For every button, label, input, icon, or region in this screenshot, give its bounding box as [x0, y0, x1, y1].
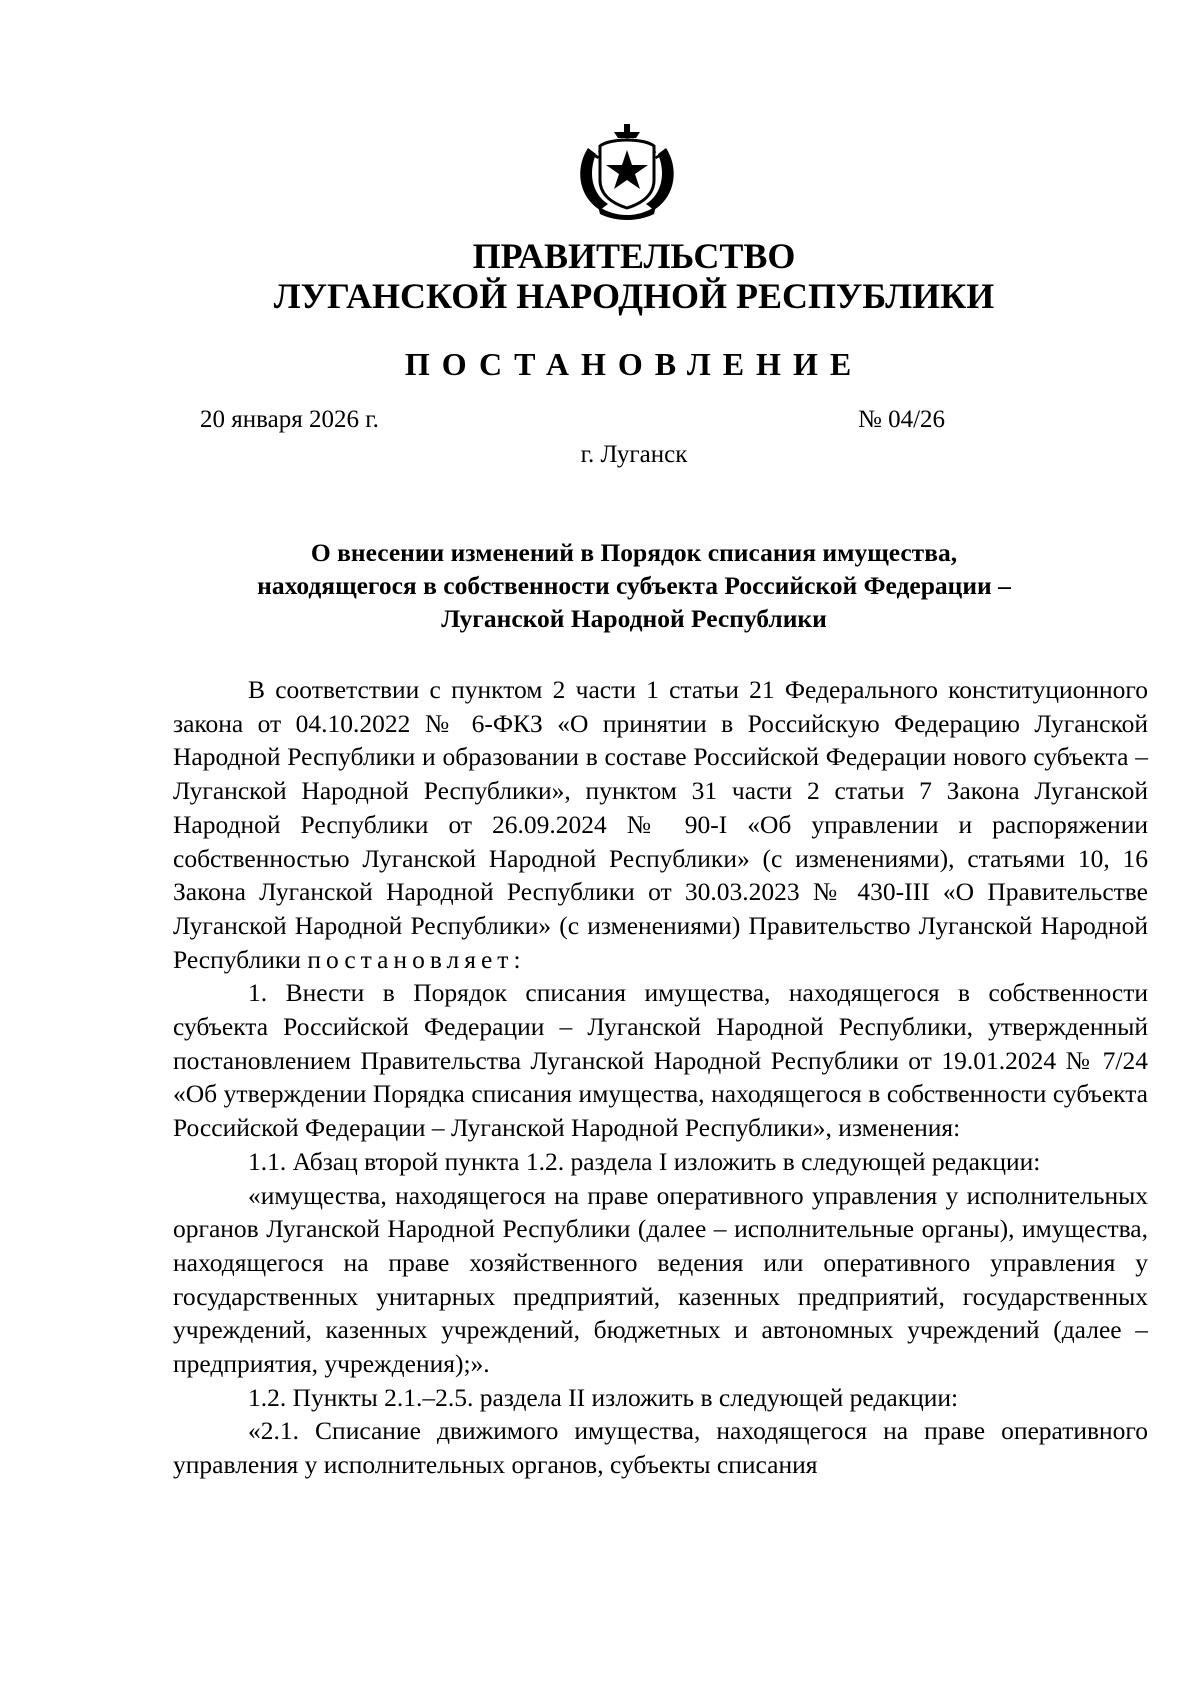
paragraph-1-1: 1.1. Абзац второй пункта 1.2. раздела I изложить в следующей редакции:	[248, 1146, 1041, 1176]
paragraph-1-2: 1.2. Пункты 2.1.–2.5. раздела II изложить в следующей редакции:	[248, 1382, 959, 1412]
coat-of-arms-icon	[570, 118, 684, 223]
paragraph-1-1-text: «имущества, находящегося на праве оперативного управления у исполнительных органов Луганской Народной Республики (далее – исполнительные органы), имущества, находящегося на праве хозяйственного ведения или оперативного управления у государственных унитарных предприятий, казенных предприятий, государственных учреждений, казенных учреждений, бюджетных и автономных учреждений (далее – предприятия, учреждения);».	[173, 1180, 1148, 1379]
subject-line: О внесении изменений в Порядок списания имущества,	[310, 538, 958, 567]
decree-number: № 04/26	[858, 406, 946, 433]
government-title-line2: ЛУГАНСКОЙ НАРОДНОЙ РЕСПУБЛИКИ	[273, 276, 995, 316]
decree-city: г. Луганск	[580, 441, 688, 468]
decree-subject	[180, 536, 1088, 635]
subject-line: находящегося в собственности субъекта Российской Федерации –	[257, 571, 1011, 600]
decree-body	[173, 673, 1148, 1482]
government-title-line1: ПРАВИТЕЛЬСТВО	[472, 236, 796, 276]
preamble-text: В соответствии с пунктом 2 части 1 статьи 21 Федерального конституционного закона от 04.10.2022 № 6-ФКЗ «О принятии в Российскую Федерацию Луганской Народной Республики и образовании в составе Российской Федерации нового субъекта – Луганской Народной Республики», пунктом 31 части 2 статьи 7 Закона Луганской Народной Республики от 26.09.2024 № 90-I «Об управлении и распоряжении собственностью Луганской Народной Республики» (с изменениями), статьями 10, 16 Закона Луганской Народной Республики от 30.03.2023 № 430-III «О Правительстве Луганской Народной Республики» (с изменениями) Правительство Луганской Народной Республики	[173, 675, 1148, 974]
paragraph-1: 1. Внести в Порядок списания имущества, находящегося в собственности субъекта Российской Федерации – Луганской Народной Республики, утвержденный постановлением Правительства Луганской Народной Республики от 19.01.2024 № 7/24 «Об утверждении Порядка списания имущества, находящегося в собственности субъекта Российской Федерации – Луганской Народной Республики», изменения:	[173, 978, 1148, 1143]
decree-type: ПОСТАНОВЛЕНИЕ	[404, 346, 864, 382]
subject-line: Луганской Народной Республики	[441, 604, 827, 633]
preamble-paragraph	[173, 673, 1148, 976]
paragraph-2-1: «2.1. Списание движимого имущества, находящегося на праве оперативного управления у исполнительных органов, субъекты списания	[173, 1416, 1148, 1480]
decree-date: 20 января 2026 г.	[200, 406, 379, 433]
resolves-text: постановляет:	[307, 944, 526, 974]
